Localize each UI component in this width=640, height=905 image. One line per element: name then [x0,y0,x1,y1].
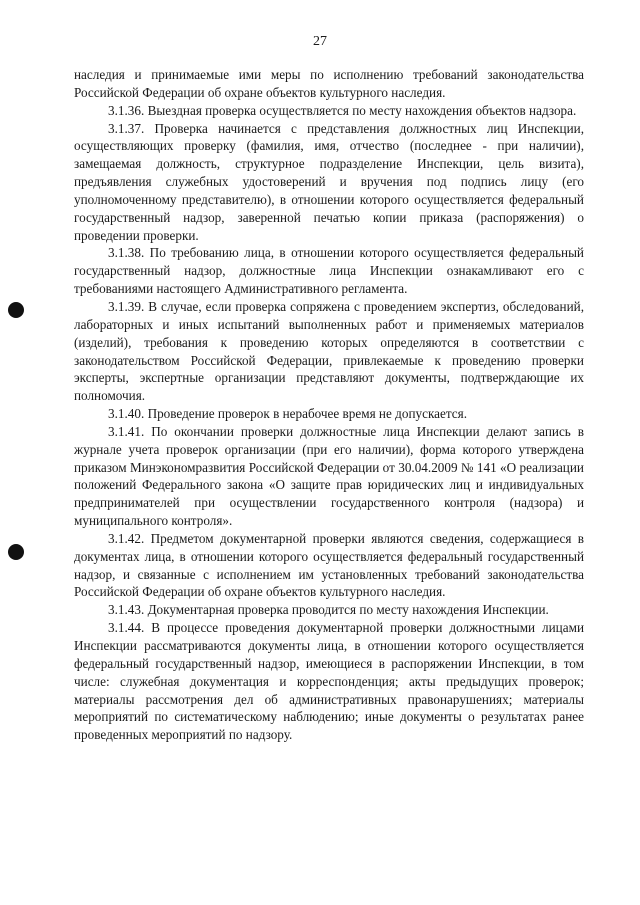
page-number: 27 [313,34,327,49]
paragraph-3-1-36: 3.1.36. Выездная проверка осуществляется по месту нахождения объектов надзора. [108,102,577,118]
punch-hole-mark [8,302,24,318]
document-body [74,66,584,744]
paragraph-3-1-43: 3.1.43. Документарная проверка проводится по месту нахождения Инспекции. [108,602,549,618]
paragraph-3-1-37: 3.1.37. Проверка начинается с представления должностных лиц Инспекции, осуществляющих проверку (фамилия, имя, отчество (последнее - при наличии), замещаемая должность, структурное подразделение Инспекции, цель визита), предъявления служебных удостоверений и вручения под подпись лицу (его уполномоченному представителю), в отношении которого осуществляется федеральный государственный надзор, заверенной печатью копии приказа (распоряжения) о проведении проверки. [74,120,584,243]
paragraph-continuation: наследия и принимаемые ими меры по исполнению требований законодательства Российской Федерации об охране объектов культурного наследия. [74,67,584,100]
paragraph-3-1-40: 3.1.40. Проведение проверок в нерабочее время не допускается. [108,406,467,422]
paragraph-3-1-39: 3.1.39. В случае, если проверка сопряжена с проведением экспертиз, обследований, лабораторных и иных испытаний выполненных работ и применяемых материалов (изделий), требования к проведению которых определяются в соответствии с законодательством Российской Федерации, привлекаемые к проведению проверки эксперты, экспертные организации представляют документы, подтверждающие их полномочия. [74,298,584,404]
paragraph-3-1-42: 3.1.42. Предметом документарной проверки являются сведения, содержащиеся в документах лица, в отношении которого осуществляется федеральный государственный надзор, и связанные с исполнением им установленных требований законодательства Российской Федерации об охране объектов культурного наследия. [74,530,584,600]
paragraph-3-1-41: 3.1.41. По окончании проверки должностные лица Инспекции делают запись в журнале учета проверок организации (при его наличии), форма которого утверждена приказом Минэкономразвития Российской Федерации от 30.04.2009 № 141 «О реализации положений Федерального закона «О защите прав юридических лиц и индивидуальных предпринимателей при осуществлении государственного контроля (надзора) и муниципального контроля». [74,423,584,529]
paragraph-3-1-38: 3.1.38. По требованию лица, в отношении которого осуществляется федеральный государственный надзор, должностные лица Инспекции ознакамливают его с требованиями настоящего Административного регламента. [74,245,584,297]
punch-hole-mark [8,544,24,560]
paragraph-3-1-44: 3.1.44. В процессе проведения документарной проверки должностными лицами Инспекции рассматриваются документы лица, в отношении которого осуществляется федеральный государственный надзор, имеющиеся в распоряжении Инспекции, в том числе: служебная документация и корреспонденция; акты предыдущих проверок; материалы рассмотрения дел об административных правонарушениях; материалы мероприятий по систематическому наблюдению; иные документы о результатах ранее проведенных мероприятий по надзору. [74,620,584,743]
